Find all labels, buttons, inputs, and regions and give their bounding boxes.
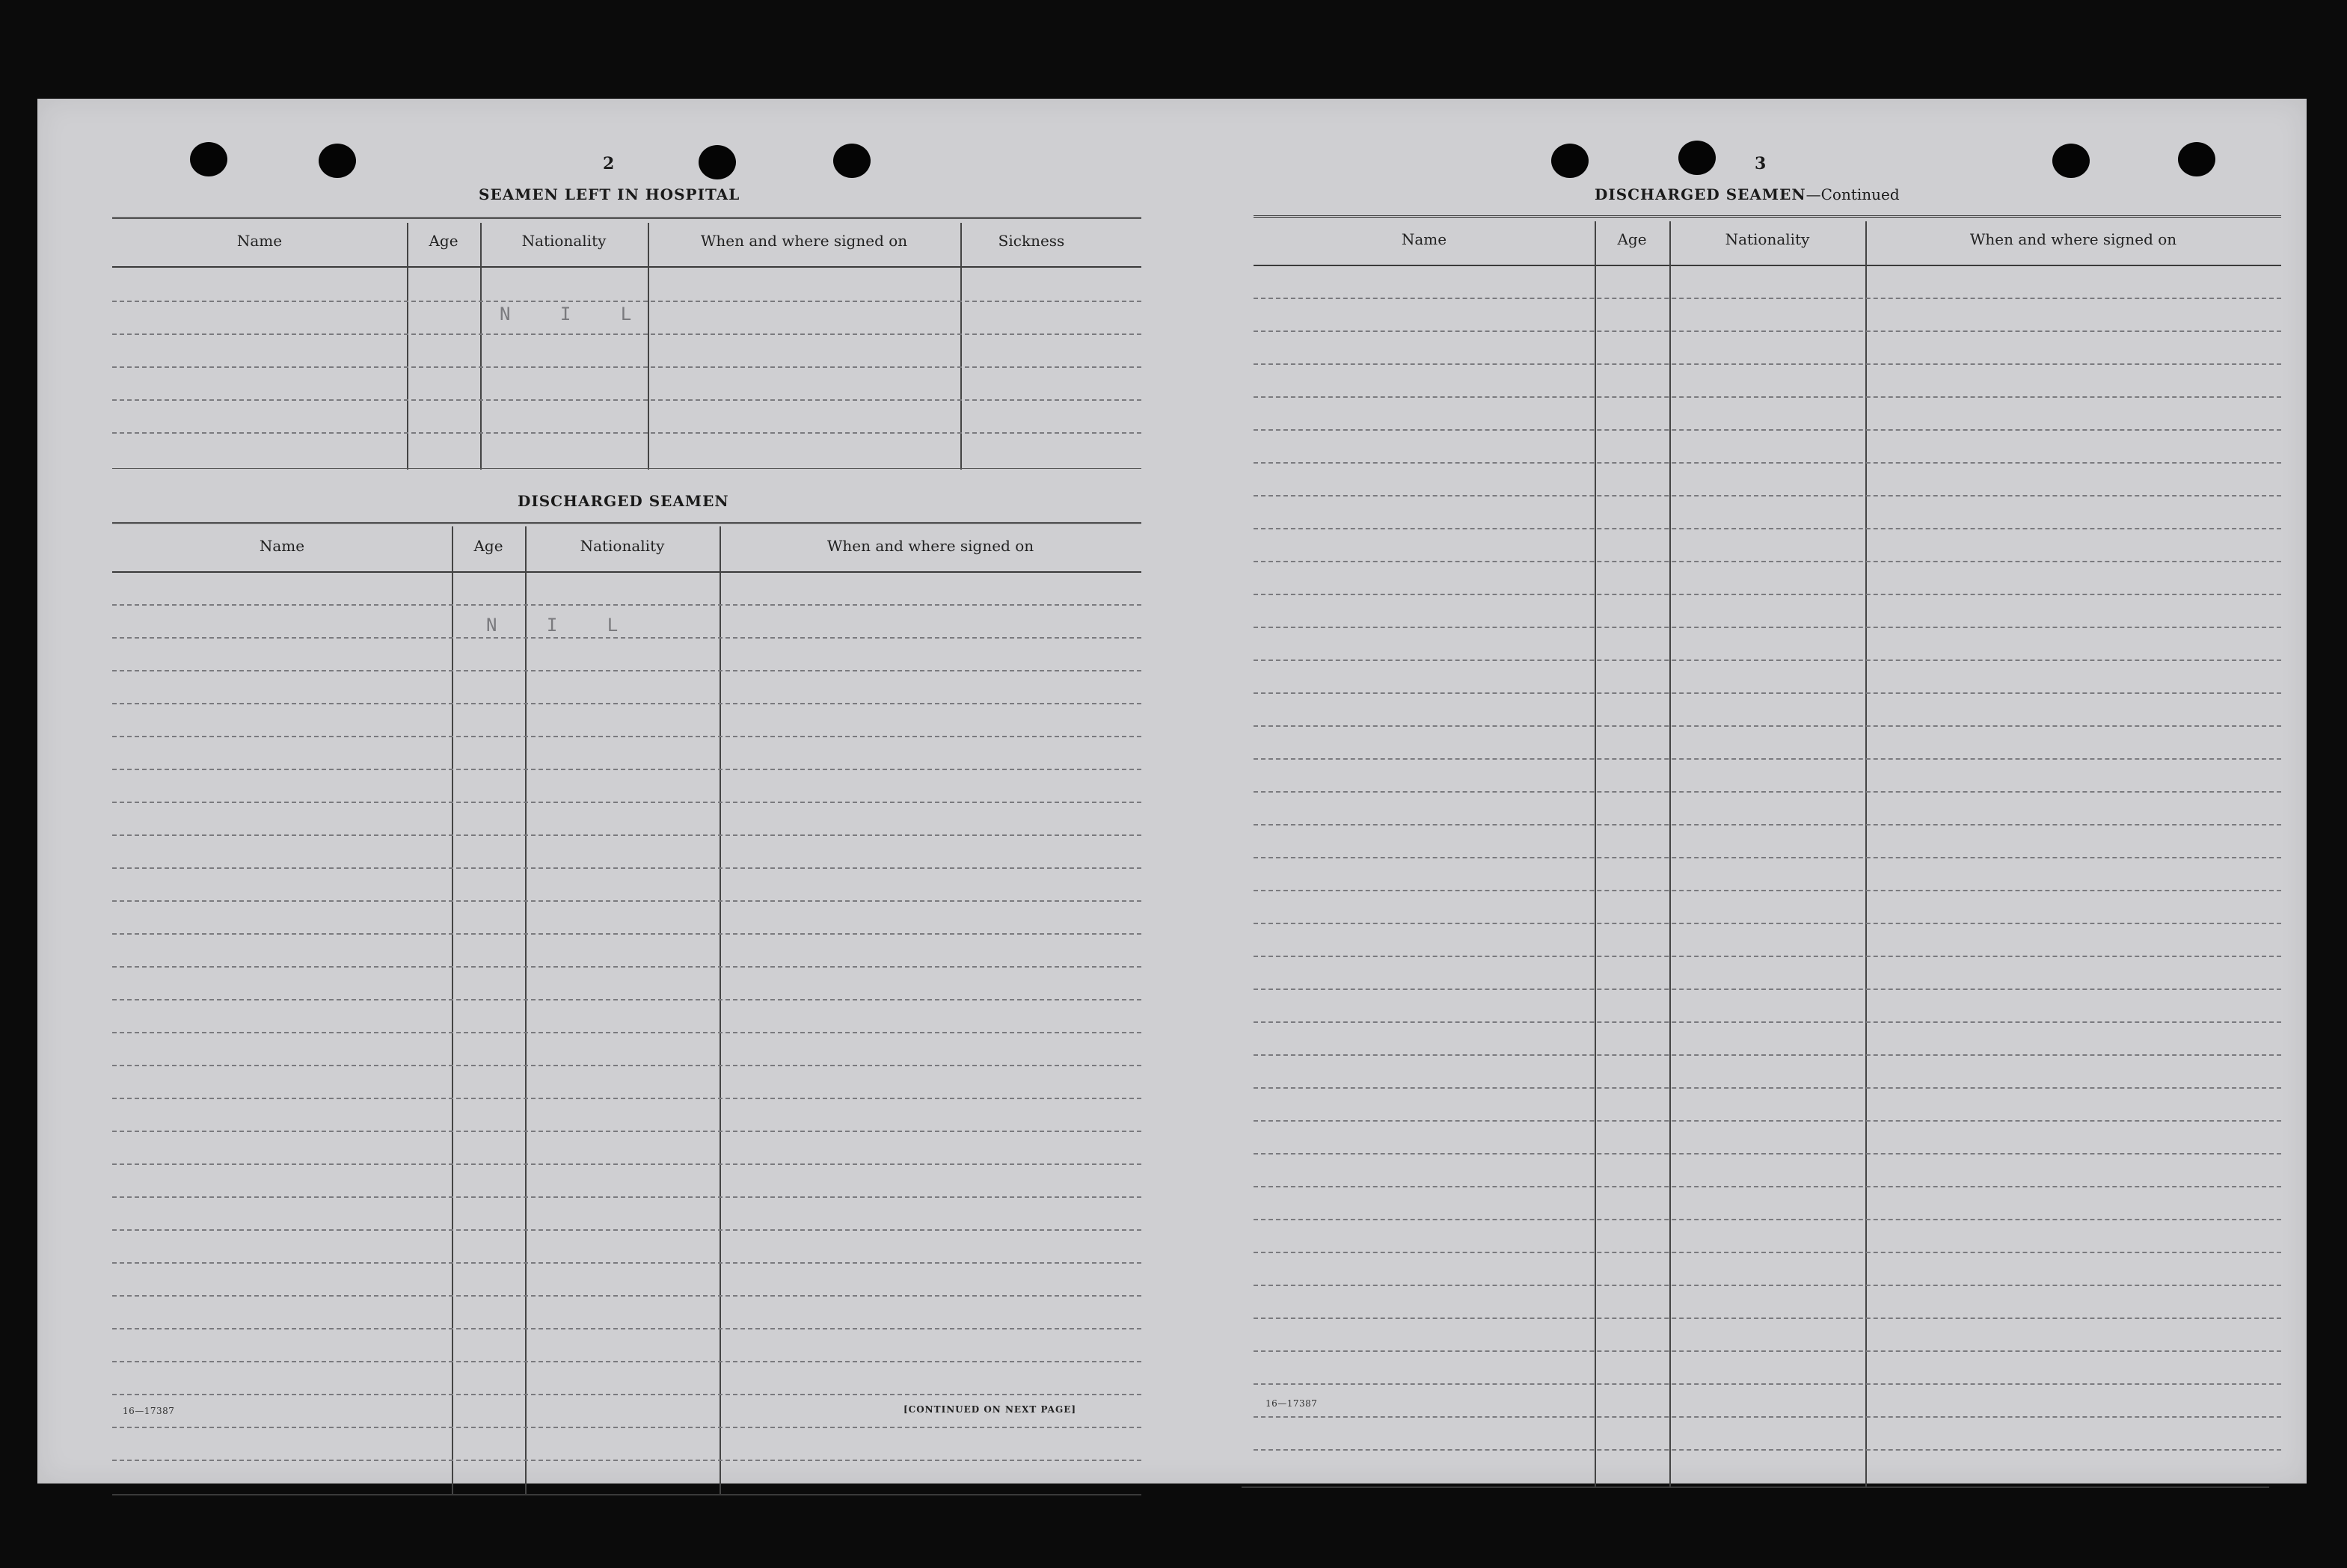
column-header-signed-on: When and where signed on [700, 232, 908, 250]
table-bottom-rule [1242, 1486, 2269, 1488]
row-line [1254, 561, 2281, 562]
punch-hole [699, 145, 736, 179]
column-header-age: Age [473, 537, 503, 555]
row-line [1254, 890, 2281, 891]
row-line [1254, 528, 2281, 529]
row-line [112, 333, 1141, 335]
row-line [112, 366, 1141, 368]
row-line [1254, 594, 2281, 595]
row-line [1254, 956, 2281, 957]
row-line [1254, 758, 2281, 760]
row-line [112, 399, 1141, 401]
row-line [1254, 1120, 2281, 1122]
punch-hole [2178, 142, 2215, 176]
column-header-age: Age [1617, 230, 1647, 248]
continued-note: [CONTINUED ON NEXT PAGE] [903, 1404, 1077, 1415]
column-divider [1669, 221, 1671, 1486]
row-line [1254, 495, 2281, 496]
document-sheet [37, 99, 2307, 1484]
punch-hole [1678, 141, 1716, 175]
row-line [112, 1229, 1141, 1231]
row-line [1254, 824, 2281, 825]
row-line [112, 637, 1141, 639]
row-line [1254, 1318, 2281, 1319]
row-line [112, 999, 1141, 1000]
row-line [1254, 1186, 2281, 1187]
row-line [112, 1098, 1141, 1099]
row-line [112, 867, 1141, 869]
title-text: DISCHARGED SEAMEN [1595, 185, 1806, 203]
row-line [112, 933, 1141, 935]
discharged-continued-title [1595, 185, 1900, 203]
row-line [112, 1032, 1141, 1033]
row-line [112, 900, 1141, 902]
table-rule [112, 522, 1141, 526]
row-line [1254, 1416, 2281, 1418]
column-divider [1865, 221, 1867, 1486]
column-header-name: Name [236, 232, 283, 250]
row-line [1254, 1219, 2281, 1220]
row-line [112, 966, 1141, 968]
form-number-right: 16—17387 [1265, 1398, 1318, 1409]
row-line [1254, 1087, 2281, 1089]
column-header-signed-on: When and where signed on [1969, 230, 2177, 248]
row-line [1254, 1383, 2281, 1385]
row-line [112, 1262, 1141, 1264]
row-line [112, 1427, 1141, 1428]
table-bottom-rule [112, 468, 1141, 469]
row-line [1254, 1021, 2281, 1023]
page-number-left: 2 [603, 154, 616, 173]
row-line [112, 604, 1141, 606]
punch-hole [833, 144, 871, 178]
row-line [112, 1163, 1141, 1165]
column-divider [1595, 221, 1596, 1486]
title-suffix: —Continued [1805, 185, 1900, 203]
punch-hole [190, 142, 227, 176]
row-line [112, 1196, 1141, 1198]
column-header-nationality: Nationality [521, 232, 607, 250]
row-line [112, 1460, 1141, 1461]
row-line [112, 301, 1141, 302]
row-line [112, 769, 1141, 770]
row-line [112, 1394, 1141, 1395]
column-header-nationality: Nationality [1725, 230, 1810, 248]
punch-hole [2052, 144, 2090, 178]
row-line [112, 736, 1141, 737]
row-line [112, 1295, 1141, 1297]
row-line [1254, 627, 2281, 628]
row-line [112, 432, 1141, 434]
row-line [112, 1065, 1141, 1066]
column-header-name: Name [259, 537, 305, 555]
row-line [1254, 923, 2281, 924]
row-line [1254, 857, 2281, 858]
row-line [112, 1361, 1141, 1362]
row-line [1254, 298, 2281, 299]
page-number-right: 3 [1755, 154, 1767, 173]
column-header-age: Age [429, 232, 458, 250]
table-rule [1254, 215, 2281, 220]
row-line [1254, 1350, 2281, 1352]
form-number-left: 16—17387 [123, 1406, 175, 1416]
row-line [1254, 429, 2281, 431]
table-bottom-rule [112, 1494, 1141, 1495]
column-divider [452, 526, 453, 1495]
row-line [1254, 1153, 2281, 1155]
row-line [1254, 1449, 2281, 1451]
column-divider [525, 526, 527, 1495]
column-header-signed-on: When and where signed on [826, 537, 1034, 555]
column-header-name: Name [1401, 230, 1447, 248]
row-line [1254, 725, 2281, 727]
row-line [1254, 363, 2281, 365]
row-line [1254, 1054, 2281, 1056]
row-line [1254, 1285, 2281, 1286]
table-rule [112, 217, 1141, 221]
row-line [1254, 660, 2281, 661]
row-line [1254, 692, 2281, 694]
row-line [112, 1131, 1141, 1132]
row-line [112, 670, 1141, 671]
row-line [1254, 330, 2281, 332]
column-divider [720, 526, 721, 1495]
header-rule [1254, 265, 2281, 266]
header-rule [112, 571, 1141, 573]
row-line [1254, 1252, 2281, 1253]
discharged-section-title: DISCHARGED SEAMEN [518, 492, 729, 510]
column-header-sickness: Sickness [998, 232, 1065, 250]
row-line [1254, 791, 2281, 793]
nil-entry: N I L [500, 304, 651, 325]
punch-hole [319, 144, 356, 178]
row-line [1254, 462, 2281, 464]
nil-entry: N I L [486, 615, 638, 636]
row-line [112, 703, 1141, 704]
punch-hole [1551, 144, 1589, 178]
hospital-section-title: SEAMEN LEFT IN HOSPITAL [479, 185, 740, 203]
row-line [1254, 396, 2281, 398]
row-line [1254, 989, 2281, 990]
row-line [112, 1328, 1141, 1329]
row-line [112, 834, 1141, 836]
row-line [112, 802, 1141, 803]
header-rule [112, 266, 1141, 268]
column-header-nationality: Nationality [580, 537, 665, 555]
